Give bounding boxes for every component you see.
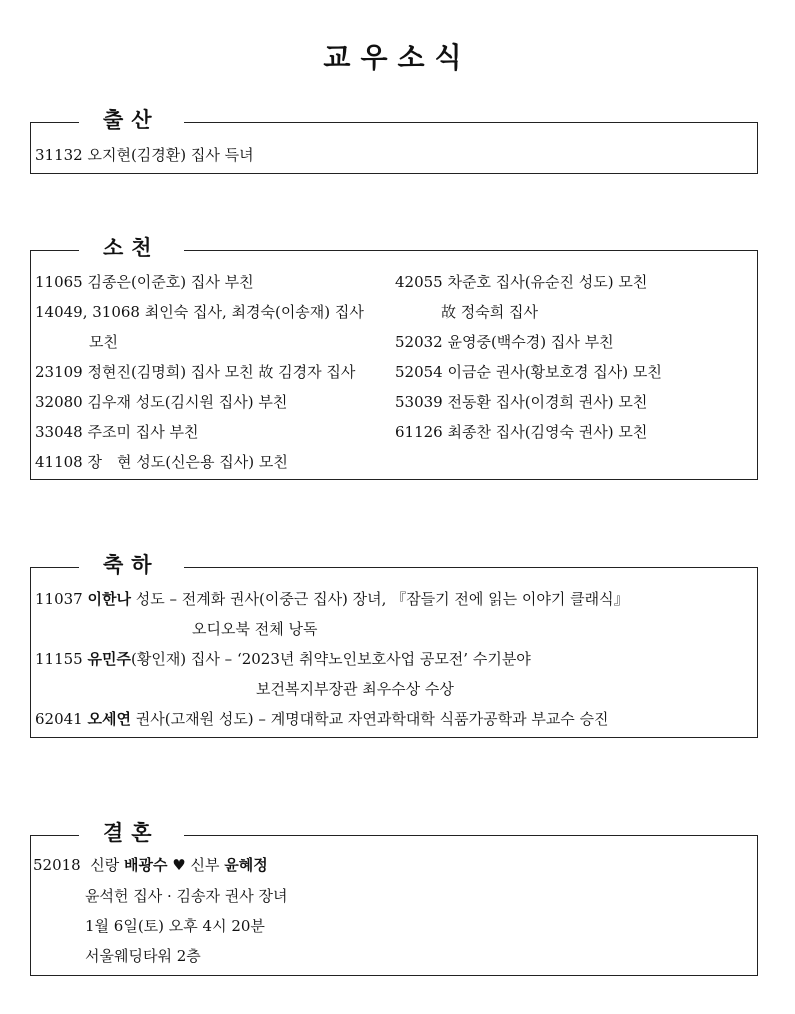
list-item: 11065 김종은(이준호) 집사 부친	[35, 273, 254, 291]
birth-section	[30, 107, 758, 174]
item-text: (황인재) 집사 – ‘2023년 취약노인보호사업 공모전’ 수기분야	[130, 650, 531, 668]
condolence-section-title: 소천	[79, 233, 184, 263]
list-item	[35, 709, 609, 729]
member-name: 오세연	[87, 710, 131, 728]
congrats-section-title: 축하	[79, 550, 184, 580]
member-id: 11037	[35, 590, 83, 608]
wedding-parents: 윤석헌 집사 · 김송자 권사 장녀	[85, 887, 288, 905]
list-item: 故 정숙희 집사	[441, 303, 538, 321]
item-text: 권사(고재원 성도) – 계명대학교 자연과학대학 식품가공학과 부교수 승진	[130, 710, 609, 728]
list-item: 61126 최종찬 집사(김영숙 권사) 모친	[395, 423, 648, 441]
groom-name: 배광수	[124, 856, 168, 874]
list-item-continuation: 오디오북 전체 낭독	[192, 620, 318, 638]
list-item: 33048 주조미 집사 부친	[35, 423, 199, 441]
list-item-continuation: 보건복지부장관 최우수상 수상	[256, 680, 454, 698]
member-name: 유민주	[87, 650, 131, 668]
bride-label: 신부	[190, 856, 220, 874]
wedding-couple	[33, 855, 268, 875]
item-text: 성도 – 전계화 권사(이중근 집사) 장녀, 『잠들기 전에 읽는 이야기 클래식』	[130, 590, 629, 608]
list-item: 41108 장 현 성도(신은용 집사) 모친	[35, 453, 288, 471]
birth-section-title: 출산	[79, 105, 184, 135]
member-id: 52018	[33, 856, 81, 874]
groom-label: 신랑	[90, 856, 120, 874]
bride-name: 윤혜정	[224, 856, 268, 874]
list-item: 31132 오지현(김경환) 집사 득녀	[35, 146, 254, 164]
list-item	[35, 649, 531, 669]
list-item: 14049, 31068 최인숙 집사, 최경숙(이송재) 집사	[35, 303, 364, 321]
list-item: 53039 전동환 집사(이경희 권사) 모친	[395, 393, 648, 411]
list-item: 32080 김우재 성도(김시원 집사) 부친	[35, 393, 288, 411]
list-item: 52032 윤영중(백수경) 집사 부친	[395, 333, 614, 351]
member-name: 이한나	[87, 590, 131, 608]
member-id: 62041	[35, 710, 83, 728]
list-item: 모친	[89, 333, 118, 351]
list-item: 23109 정현진(김명희) 집사 모친 故 김경자 집사	[35, 363, 356, 381]
list-item	[35, 589, 629, 609]
heart-icon: ♥	[172, 856, 186, 874]
wedding-venue: 서울웨딩타워 2층	[85, 947, 201, 965]
page-title: 교우소식	[323, 41, 472, 74]
wedding-date: 1월 6일(토) 오후 4시 20분	[85, 917, 265, 935]
wedding-section	[30, 820, 758, 976]
member-id: 11155	[35, 650, 83, 668]
congrats-section	[30, 552, 758, 738]
list-item: 42055 차준호 집사(유순진 성도) 모친	[395, 273, 648, 291]
condolence-section	[30, 235, 758, 480]
list-item: 52054 이금순 권사(황보호경 집사) 모친	[395, 363, 662, 381]
wedding-section-title: 결혼	[79, 818, 184, 848]
